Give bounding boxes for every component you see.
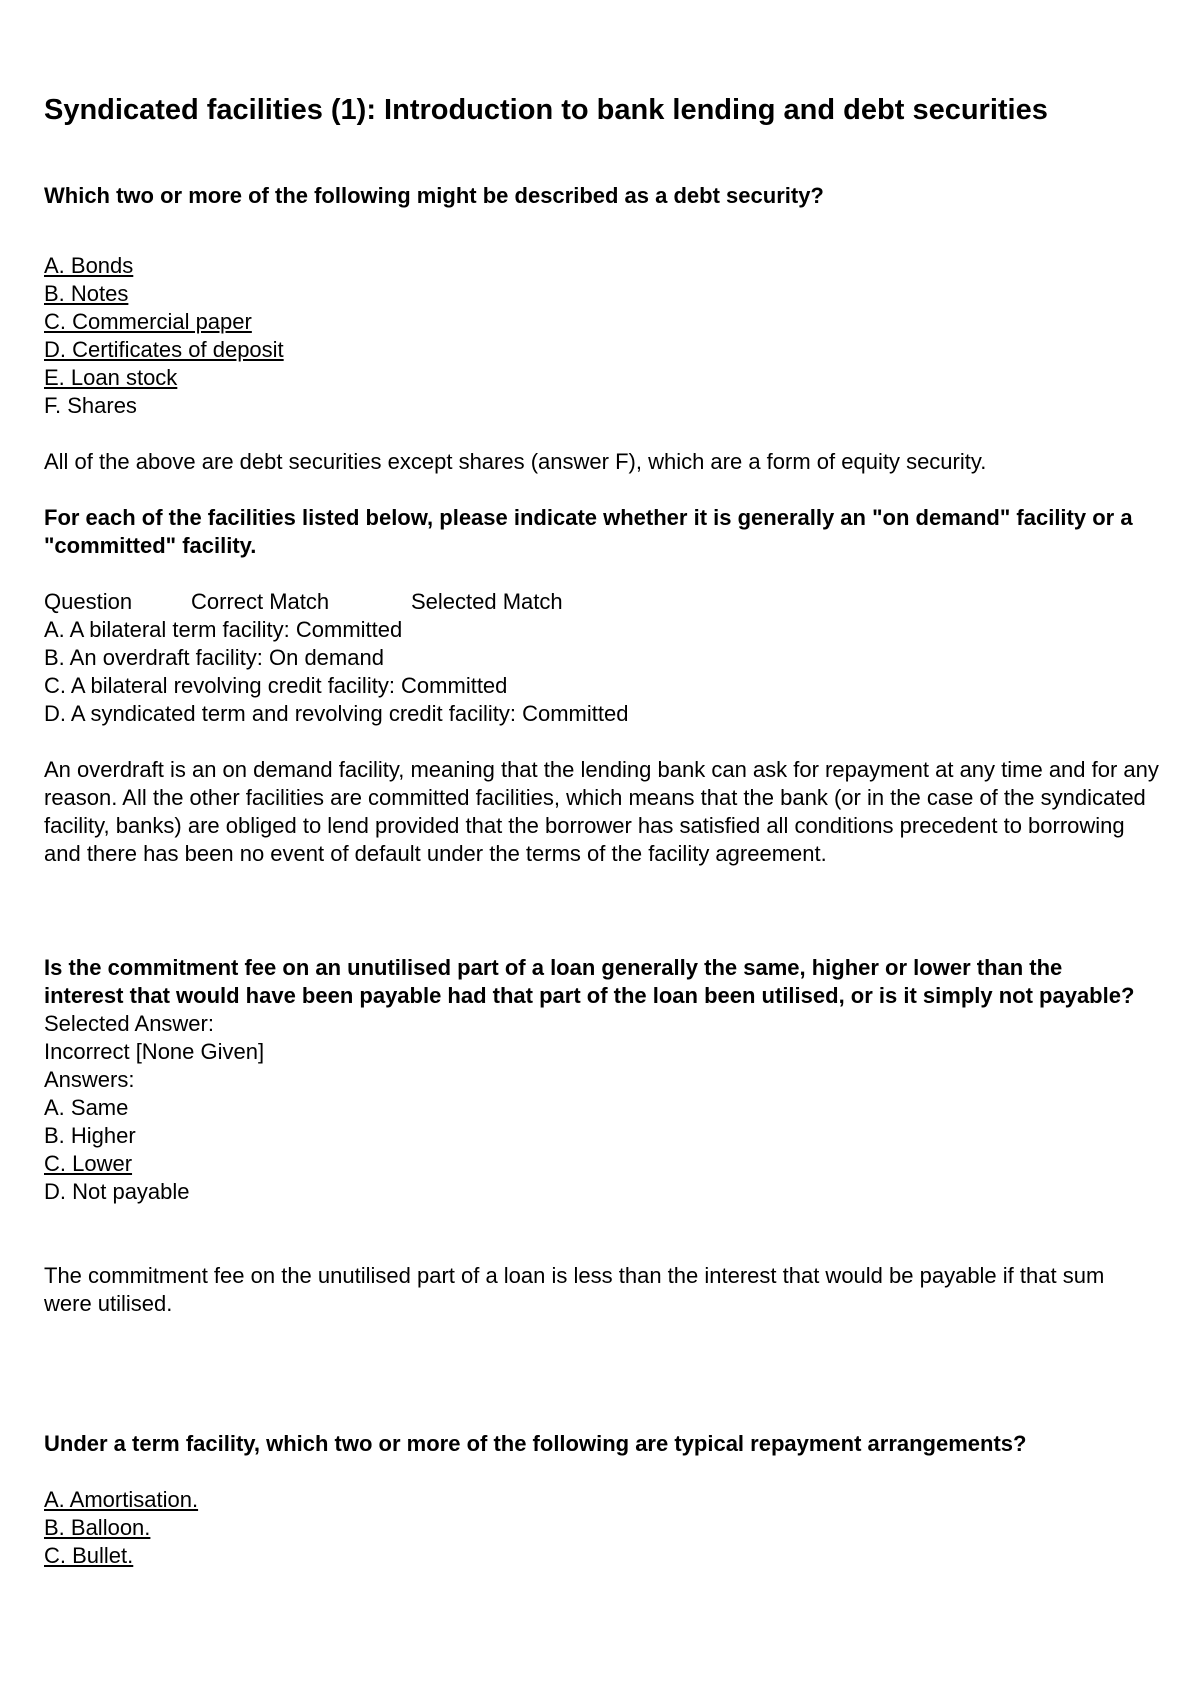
option-3d[interactable]: D. Not payable xyxy=(44,1179,190,1204)
question-2 xyxy=(44,504,1144,560)
selected-answer-label: Selected Answer: xyxy=(44,1011,214,1036)
question-1-options xyxy=(44,252,1164,420)
match-row-c: C. A bilateral revolving credit facility: Committed xyxy=(44,673,508,698)
option-1a[interactable]: A. Bonds xyxy=(44,253,134,278)
match-row-b: B. An overdraft facility: On demand xyxy=(44,645,384,670)
option-4c[interactable]: C. Bullet. xyxy=(44,1543,134,1568)
explanation-1-text: All of the above are debt securities except shares (answer F), which are a form of equity security. xyxy=(44,449,987,474)
option-1c[interactable]: C. Commercial paper xyxy=(44,309,252,334)
header-question: Question xyxy=(44,589,133,614)
match-row-a: A. A bilateral term facility: Committed xyxy=(44,617,403,642)
page-title: Syndicated facilities (1): Introduction to bank lending and debt securities xyxy=(44,94,1048,126)
answers-label: Answers: xyxy=(44,1067,135,1092)
question-3 xyxy=(44,954,1144,1206)
explanation-2-text: An overdraft is an on demand facility, meaning that the lending bank can ask for repayment at any time and for any reason. All the other facilities are committed facilities, which means that the bank (or in the case of the syndicated facility, banks) are obliged to lend provided that the borrower has satisfied all conditions precedent to borrowing and there has been no event of default under the terms of the facility agreement. xyxy=(44,757,1159,866)
option-1d[interactable]: D. Certificates of deposit xyxy=(44,337,284,362)
header-selected-match: Selected Match xyxy=(411,589,563,614)
question-4-options xyxy=(44,1486,1164,1570)
header-correct-match: Correct Match xyxy=(191,589,330,614)
selected-answer-value: Incorrect [None Given] xyxy=(44,1039,265,1064)
question-2-text: For each of the facilities listed below, please indicate whether it is generally an "on demand" facility or a "committed" facility. xyxy=(44,505,1133,558)
option-4b[interactable]: B. Balloon. xyxy=(44,1515,151,1540)
option-1e[interactable]: E. Loan stock xyxy=(44,365,178,390)
option-3b[interactable]: B. Higher xyxy=(44,1123,136,1148)
question-2-explanation xyxy=(44,756,1162,868)
question-1-explanation xyxy=(44,448,1164,476)
option-3a[interactable]: A. Same xyxy=(44,1095,129,1120)
question-4 xyxy=(44,1430,1164,1458)
option-1b[interactable]: B. Notes xyxy=(44,281,129,306)
question-3-text: Is the commitment fee on an unutilised part of a loan generally the same, higher or lower than the interest that would have been payable had that part of the loan been utilised, or is it simply not payable? xyxy=(44,955,1135,1008)
question-1 xyxy=(44,182,1164,210)
match-table-header xyxy=(44,588,1164,616)
option-1f[interactable]: F. Shares xyxy=(44,393,137,418)
question-3-explanation xyxy=(44,1262,1144,1318)
match-row-d: D. A syndicated term and revolving credit facility: Committed xyxy=(44,701,629,726)
question-1-text: Which two or more of the following might be described as a debt security? xyxy=(44,183,824,208)
option-4a[interactable]: A. Amortisation. xyxy=(44,1487,199,1512)
explanation-3-text: The commitment fee on the unutilised part of a loan is less than the interest that would be payable if that sum were utilised. xyxy=(44,1263,1105,1316)
question-4-text: Under a term facility, which two or more of the following are typical repayment arrangements? xyxy=(44,1431,1027,1456)
question-2-match-table xyxy=(44,588,1164,728)
option-3c[interactable]: C. Lower xyxy=(44,1151,133,1176)
